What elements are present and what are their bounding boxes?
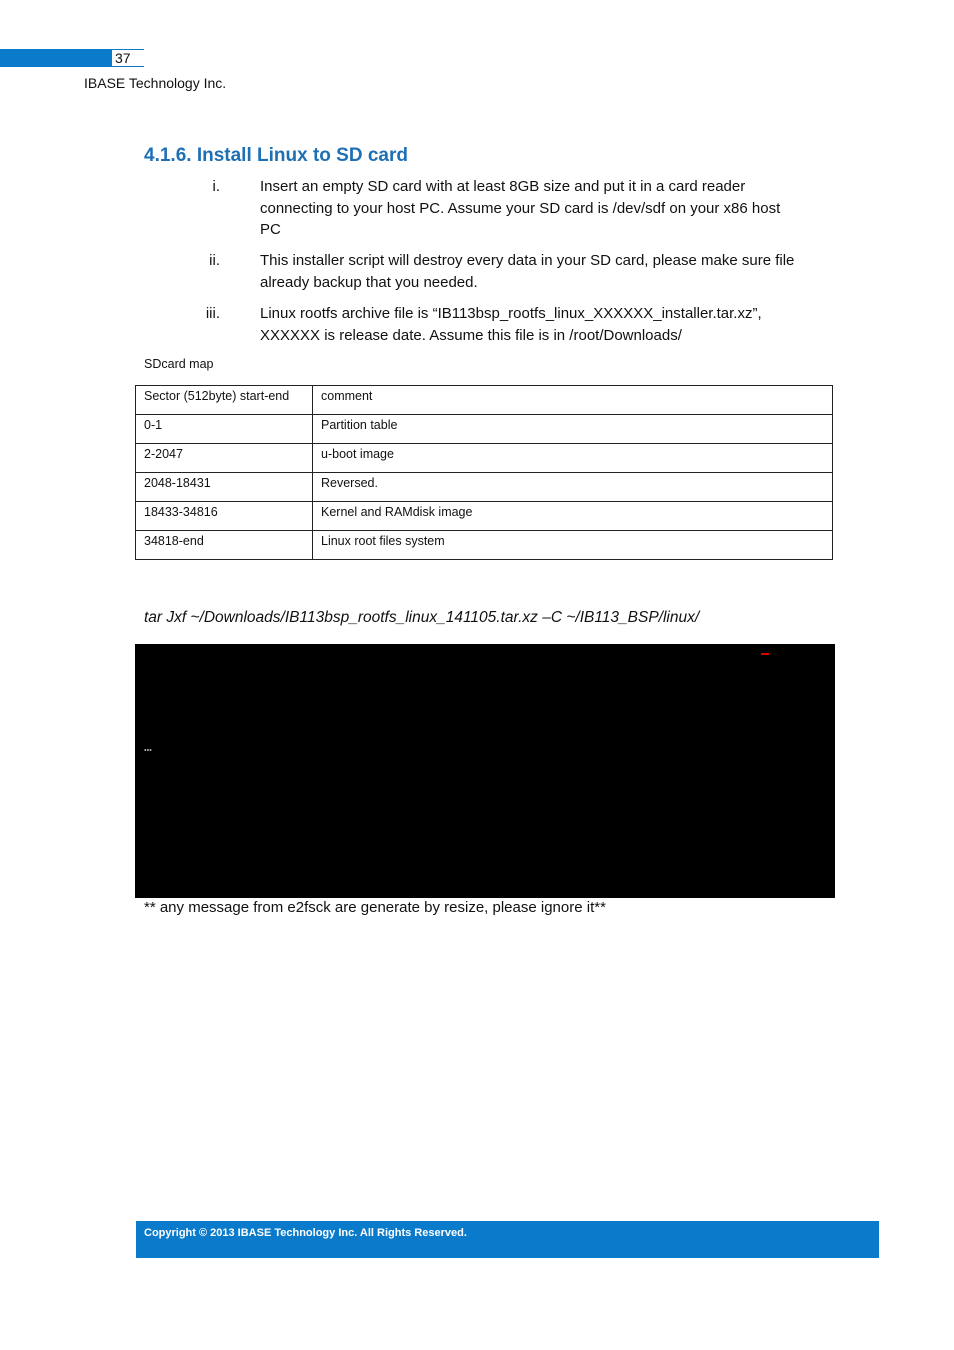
- list-item: [212, 176, 781, 241]
- table-cell: Partition table: [313, 415, 833, 444]
- list-item-line: already backup that you needed.: [260, 273, 478, 291]
- list-item: [205, 303, 762, 346]
- table-cell: 2048-18431: [136, 473, 313, 502]
- section-title: 4.1.6. Install Linux to SD card: [144, 145, 408, 166]
- company-name: IBASE Technology Inc.: [84, 75, 227, 91]
- list-item-line: PC: [260, 221, 281, 238]
- table-cell: 18433-34816: [136, 502, 313, 531]
- list-item: [209, 250, 795, 293]
- sdcard-map-table: [135, 385, 833, 560]
- table-cell: Sector (512byte) start-end: [136, 386, 313, 415]
- table-row: [136, 415, 833, 444]
- command-line: tar Jxf ~/Downloads/IB113bsp_rootfs_linux_141105.tar.xz –C ~/IB113_BSP/linux/: [144, 609, 700, 626]
- table-cell: Linux root files system: [313, 531, 833, 560]
- terminal-screenshot: [135, 644, 835, 898]
- list-item-line: connecting to your host PC. Assume your SD card is /dev/sdf on your x86 host: [260, 199, 781, 217]
- page-number: 37: [112, 50, 144, 66]
- table-row: [136, 502, 833, 531]
- table-cell: Kernel and RAMdisk image: [313, 502, 833, 531]
- table-cell: Reversed.: [313, 473, 833, 502]
- table-cell: 0-1: [136, 415, 313, 444]
- list-item-number: iii.: [205, 305, 220, 322]
- footer-bar: [136, 1221, 879, 1258]
- terminal-ellipsis: …: [144, 740, 152, 755]
- list-item-number: ii.: [209, 252, 220, 269]
- terminal-cursor: [761, 653, 769, 655]
- table-row: [136, 531, 833, 560]
- table-cell: 34818-end: [136, 531, 313, 560]
- list-item-line: Linux rootfs archive file is “IB113bsp_rootfs_linux_XXXXXX_installer.tar.xz”,: [260, 305, 762, 322]
- list-item-number: i.: [212, 178, 220, 195]
- list-item-line: Insert an empty SD card with at least 8GB size and put it in a card reader: [260, 178, 746, 195]
- table-cell: comment: [313, 386, 833, 415]
- table-row: [136, 444, 833, 473]
- list-item-line: This installer script will destroy every data in your SD card, please make sure file: [260, 252, 795, 269]
- table-row: [136, 386, 833, 415]
- list-item-line: XXXXXX is release date. Assume this file is in /root/Downloads/: [260, 326, 682, 344]
- e2fsck-note: ** any message from e2fsck are generate by resize, please ignore it**: [144, 899, 606, 916]
- footer-copyright: Copyright © 2013 IBASE Technology Inc. All Rights Reserved.: [144, 1227, 467, 1239]
- table-cell: u-boot image: [313, 444, 833, 473]
- table-cell: 2-2047: [136, 444, 313, 473]
- sdcard-map-label: SDcard map: [144, 357, 214, 371]
- table-row: [136, 473, 833, 502]
